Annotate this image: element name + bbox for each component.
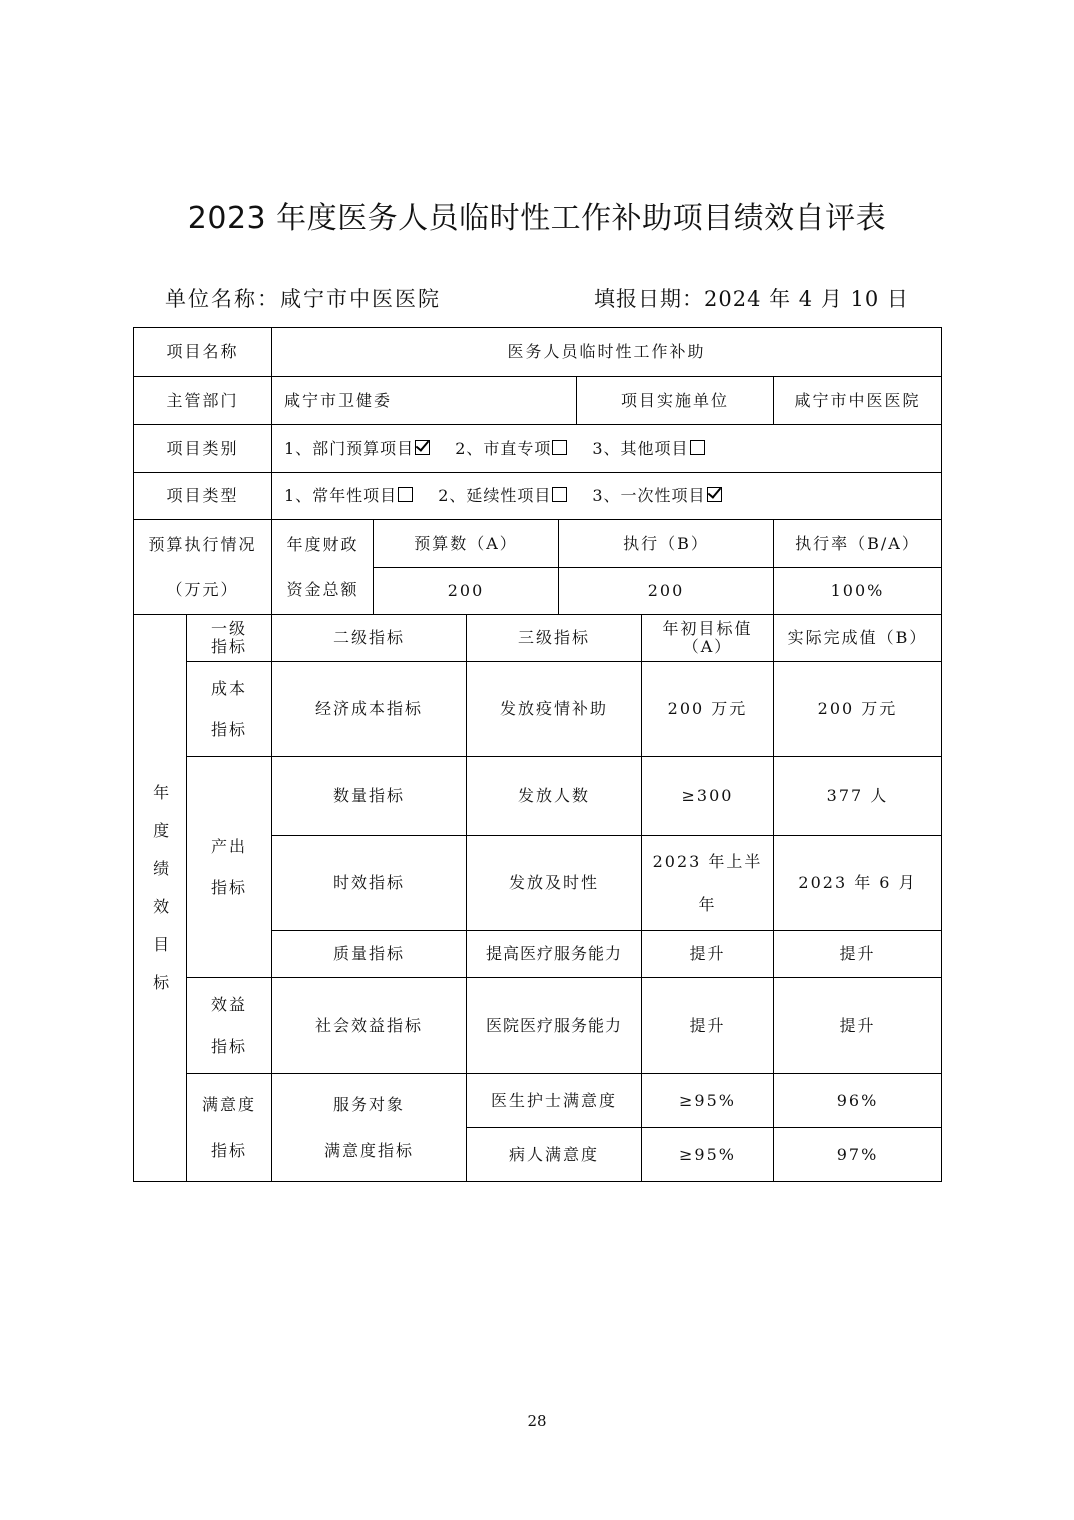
staff-satisfaction-actual: 96% <box>774 1074 942 1128</box>
budget-label-line2: （万元） <box>166 580 239 599</box>
project-name-label: 项目名称 <box>134 328 272 377</box>
funds-label-line2: 资金总额 <box>286 580 359 599</box>
category-label: 项目类别 <box>134 425 272 473</box>
side-label-text: 年度绩效目标 <box>150 784 170 1012</box>
cost-actual: 200 万元 <box>774 662 942 757</box>
target-header-line2: （A） <box>682 637 733 656</box>
cost-level3: 发放疫情补助 <box>467 662 642 757</box>
level1-header <box>187 615 272 662</box>
impl-unit-value: 咸宁市中医医院 <box>774 377 942 425</box>
output-indicator-label <box>187 757 272 978</box>
staff-satisfaction-level3: 医生护士满意度 <box>467 1074 642 1128</box>
budget-col-rate: 执行率（B/A） <box>774 520 942 568</box>
quality-target: 提升 <box>642 931 774 978</box>
timeliness-target-line1: 2023 年上半 <box>652 851 763 871</box>
actual-header: 实际完成值（B） <box>774 615 942 662</box>
quantity-level2: 数量指标 <box>272 757 467 836</box>
target-header <box>642 615 774 662</box>
cost-line2: 指标 <box>210 720 247 739</box>
funds-label-line1: 年度财政 <box>286 534 359 554</box>
quality-level2: 质量指标 <box>272 931 467 978</box>
project-name-value: 医务人员临时性工作补助 <box>272 328 942 377</box>
checkbox-icon <box>398 487 413 502</box>
quantity-target: ≥300 <box>642 757 774 836</box>
quantity-actual: 377 人 <box>774 757 942 836</box>
level1-header-line2: 指标 <box>210 637 247 656</box>
type-option-3: 3、一次性项目 <box>592 486 724 505</box>
level2-header: 二级指标 <box>272 615 467 662</box>
staff-satisfaction-target: ≥95% <box>642 1074 774 1128</box>
social-benefit-actual: 提升 <box>774 978 942 1074</box>
satisfaction-line2: 指标 <box>210 1140 247 1160</box>
unit-name: 单位名称：咸宁市中医医院 <box>165 287 441 311</box>
cost-line1: 成本 <box>210 678 247 698</box>
checked-box-icon <box>415 440 430 455</box>
page-number: 28 <box>527 1412 547 1430</box>
budget-value-rate: 100% <box>774 568 942 615</box>
patient-satisfaction-actual: 97% <box>774 1128 942 1182</box>
quality-level3: 提高医疗服务能力 <box>467 931 642 978</box>
page-title: 2023 年度医务人员临时性工作补助项目绩效自评表 <box>187 201 887 236</box>
checkbox-icon <box>552 440 567 455</box>
impl-unit-label: 项目实施单位 <box>577 377 774 425</box>
timeliness-actual: 2023 年 6 月 <box>774 836 942 931</box>
evaluation-table <box>133 327 942 1182</box>
timeliness-target-line2: 年 <box>698 895 717 914</box>
type-option-1: 1、常年性项目 <box>284 486 416 505</box>
quality-actual: 提升 <box>774 931 942 978</box>
level3-header: 三级指标 <box>467 615 642 662</box>
annual-performance-goals-label <box>134 615 187 1182</box>
patient-satisfaction-level3: 病人满意度 <box>467 1128 642 1182</box>
timeliness-target <box>642 836 774 931</box>
type-option-2: 2、延续性项目 <box>438 486 570 505</box>
level1-header-line1: 一级 <box>210 619 247 639</box>
service-target-satisfaction-level2 <box>272 1074 467 1182</box>
output-line1: 产出 <box>210 836 247 856</box>
category-options <box>272 425 942 473</box>
checkbox-icon <box>690 440 705 455</box>
budget-col-b: 执行（B） <box>559 520 774 568</box>
dept-value: 咸宁市卫健委 <box>272 377 577 425</box>
timeliness-level2: 时效指标 <box>272 836 467 931</box>
sat-level2-line2: 满意度指标 <box>323 1140 414 1160</box>
target-header-line1: 年初目标值 <box>662 619 753 639</box>
benefit-indicator-label <box>187 978 272 1074</box>
social-benefit-level3: 医院医疗服务能力 <box>467 978 642 1074</box>
category-option-3: 3、其他项目 <box>592 439 707 458</box>
budget-label <box>134 520 272 615</box>
satisfaction-line1: 满意度 <box>201 1095 256 1115</box>
output-line2: 指标 <box>210 878 247 897</box>
social-benefit-level2: 社会效益指标 <box>272 978 467 1074</box>
funds-total-label <box>272 520 374 615</box>
type-options <box>272 473 942 520</box>
budget-label-line1: 预算执行情况 <box>148 534 257 554</box>
category-option-2: 2、市直专项 <box>455 439 570 458</box>
timeliness-level3: 发放及时性 <box>467 836 642 931</box>
cost-level2: 经济成本指标 <box>272 662 467 757</box>
budget-value-b: 200 <box>559 568 774 615</box>
dept-label: 主管部门 <box>134 377 272 425</box>
cost-target: 200 万元 <box>642 662 774 757</box>
budget-value-a: 200 <box>374 568 559 615</box>
type-label: 项目类型 <box>134 473 272 520</box>
budget-col-a: 预算数（A） <box>374 520 559 568</box>
social-benefit-target: 提升 <box>642 978 774 1074</box>
patient-satisfaction-target: ≥95% <box>642 1128 774 1182</box>
fill-date: 填报日期：2024 年 4 月 10 日 <box>594 287 909 311</box>
benefit-line1: 效益 <box>210 995 247 1015</box>
checkbox-icon <box>552 487 567 502</box>
sat-level2-line1: 服务对象 <box>332 1095 405 1115</box>
quantity-level3: 发放人数 <box>467 757 642 836</box>
cost-indicator-label <box>187 662 272 757</box>
checked-box-icon <box>707 487 722 502</box>
benefit-line2: 指标 <box>210 1036 247 1056</box>
satisfaction-indicator-label <box>187 1074 272 1182</box>
category-option-1: 1、部门预算项目 <box>284 439 433 458</box>
